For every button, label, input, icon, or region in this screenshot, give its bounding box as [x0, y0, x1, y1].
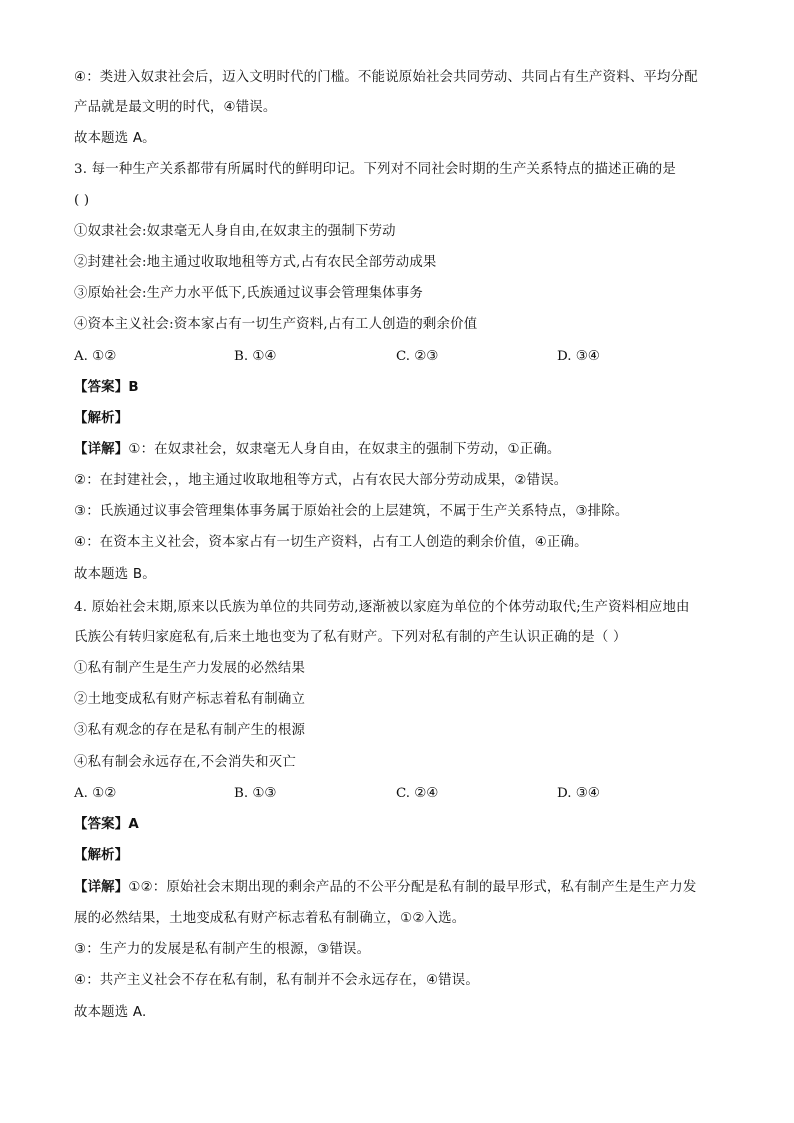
q4-item-4: ④私有制会永远存在,不会消失和灭亡	[74, 755, 296, 770]
q3-answer: 【答案】B	[74, 380, 139, 395]
q4-option-d: D. ③④	[557, 786, 600, 801]
q3-option-d: D. ③④	[557, 349, 600, 364]
q3-detail-2: ②：在封建社会，，地主通过收取地租等方式，占有农民大部分劳动成果，②错误。	[74, 473, 568, 488]
q4-answer: 【答案】A	[74, 817, 139, 832]
q3-stem-line-2: ( )	[74, 193, 90, 208]
q3-detail-1-text: ①：在奴隶社会，奴隶毫无人身自由，在奴隶主的强制下劳动，①正确。	[128, 442, 561, 457]
q4-detail-2: ③：生产力的发展是私有制产生的根源，③错误。	[74, 942, 371, 957]
q3-conclusion: 故本题选 B。	[74, 567, 156, 582]
q4-item-3: ③私有观念的存在是私有制产生的根源	[74, 723, 306, 738]
q3-stem-line-1: 3. 每一种生产关系都带有所属时代的鲜明印记。下列对不同社会时期的生产关系特点的描述正确的是	[74, 162, 677, 177]
q4-analysis-label: 【解析】	[74, 848, 129, 863]
q3-item-1: ①奴隶社会:奴隶毫无人身自由,在奴隶主的强制下劳动	[74, 224, 396, 239]
q4-detail-label: 【详解】	[74, 880, 129, 895]
q3-option-c: C. ②③	[396, 349, 439, 364]
q4-stem-line-2: 氏族公有转归家庭私有,后来土地也变为了私有财产。下列对私有制的产生认识正确的是（ ）	[74, 630, 627, 645]
q4-detail-3: ④：共产主义社会不存在私有制，私有制并不会永远存在，④错误。	[74, 973, 479, 988]
intro-conclusion: 故本题选 A。	[74, 131, 156, 146]
q4-item-2: ②土地变成私有财产标志着私有制确立	[74, 692, 306, 707]
q3-detail-4: ④：在资本主义社会，资本家占有一切生产资料，占有工人创造的剩余价值，④正确。	[74, 535, 588, 550]
intro-line-1: ④：类进入奴隶社会后，迈入文明时代的门槛。不能说原始社会共同劳动、共同占有生产资料、平均分配	[74, 70, 698, 85]
q3-item-3: ③原始社会:生产力水平低下,氏族通过议事会管理集体事务	[74, 286, 423, 301]
q3-detail-3: ③：氏族通过议事会管理集体事务属于原始社会的上层建筑，不属于生产关系特点，③排除。	[74, 504, 629, 519]
q4-option-b: B. ①③	[234, 786, 277, 801]
q4-detail-1a	[74, 878, 696, 898]
q4-option-c: C. ②④	[396, 786, 439, 801]
q3-detail-label: 【详解】	[74, 442, 129, 457]
q3-option-a: A. ①②	[74, 349, 117, 364]
intro-line-2: 产品就是最文明的时代，④错误。	[74, 100, 277, 115]
q3-detail-1	[74, 440, 561, 460]
q4-option-a: A. ①②	[74, 786, 117, 801]
q3-item-2: ②封建社会:地主通过收取地租等方式,占有农民全部劳动成果	[74, 255, 437, 270]
q3-item-4: ④资本主义社会:资本家占有一切生产资料,占有工人创造的剩余价值	[74, 317, 478, 332]
q4-detail-1a-text: ①②：原始社会末期出现的剩余产品的不公平分配是私有制的最早形式，私有制产生是生产力发	[128, 880, 697, 895]
q4-detail-1b: 展的必然结果，土地变成私有财产标志着私有制确立，①②入选。	[74, 911, 466, 926]
q4-conclusion: 故本题选 A.	[74, 1005, 147, 1020]
q3-analysis-label: 【解析】	[74, 411, 129, 426]
q3-option-b: B. ①④	[234, 349, 277, 364]
q4-stem-line-1: 4. 原始社会末期,原来以氏族为单位的共同劳动,逐渐被以家庭为单位的个体劳动取代;生产资料相应地由	[74, 600, 690, 615]
q4-item-1: ①私有制产生是生产力发展的必然结果	[74, 661, 306, 676]
